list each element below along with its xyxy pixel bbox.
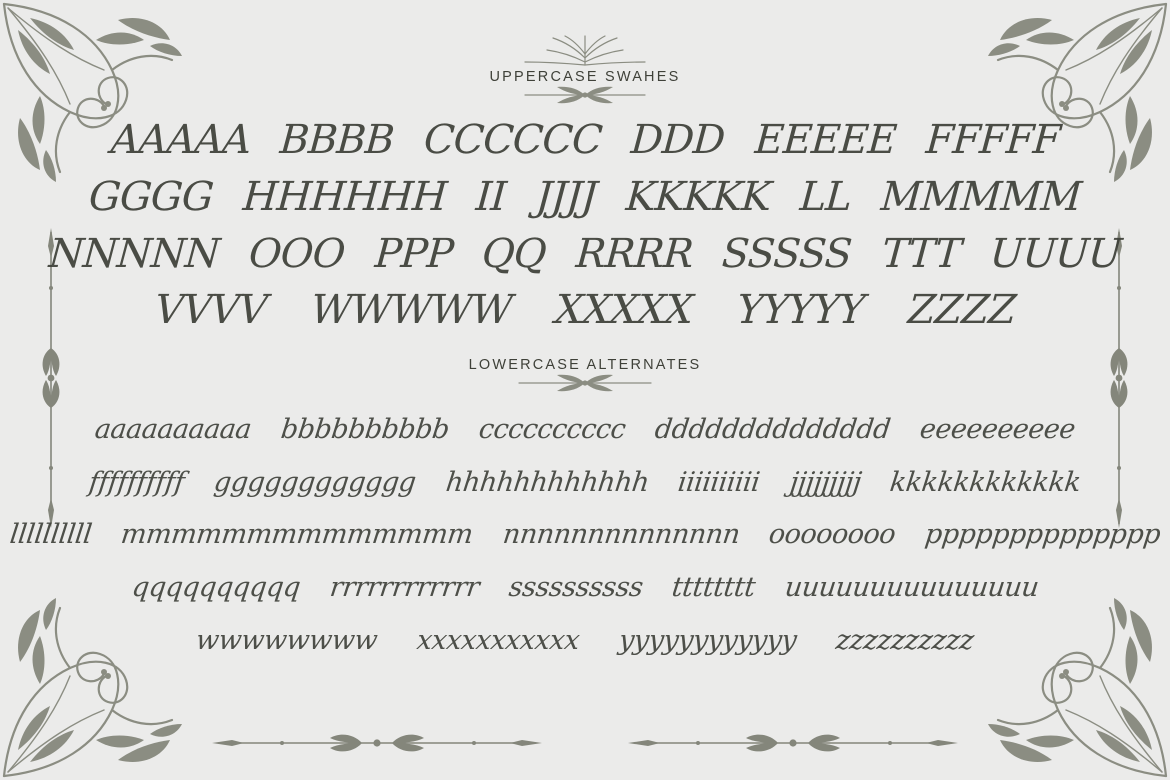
glyph-group: bbbbbbbbbb: [279, 414, 451, 445]
glyph-group: aaaaaaaaaa: [93, 414, 254, 445]
glyph-group: eeeeeeeeee: [918, 414, 1077, 445]
glyph-row: [95, 615, 1075, 668]
leaf-spray-flourish-below-uppercase-title: [485, 84, 685, 106]
glyph-group: iiiiiiiiii: [676, 466, 762, 498]
leaf-spray-flourish-below-lowercase-title: [485, 372, 685, 394]
glyph-group: PPP: [372, 230, 454, 277]
glyph-group: II: [474, 173, 508, 220]
glyph-group: YYYYY: [735, 287, 866, 334]
glyph-group: QQ: [480, 230, 548, 277]
glyph-group: XXXXX: [553, 287, 695, 334]
glyph-group: nnnnnnnnnnnnnn: [500, 519, 742, 551]
glyph-group: NNNNN: [47, 230, 221, 277]
glyph-group: uuuuuuuuuuuuuuu: [783, 571, 1041, 603]
glyph-group: WWWWW: [309, 287, 513, 334]
glyph-group: GGGG: [87, 173, 215, 220]
glyph-group: DDD: [629, 117, 727, 163]
glyph-group: HHHHHH: [241, 173, 448, 220]
glyph-group: FFFFF: [923, 117, 1061, 163]
glyph-group: llllllllll: [8, 519, 94, 551]
glyph-group: MMMMM: [879, 173, 1083, 220]
glyph-group: ZZZZ: [906, 287, 1017, 334]
glyph-group: OOO: [247, 230, 347, 277]
glyph-group: RRRR: [574, 230, 694, 277]
glyph-group: SSSSS: [720, 230, 854, 277]
glyph-group: rrrrrrrrrrrr: [327, 571, 481, 603]
glyph-group: qqqqqqqqqq: [129, 571, 302, 603]
glyph-group: cccccccccc: [477, 414, 628, 445]
glyph-row: [8, 509, 1163, 562]
section-title-uppercase: UPPERCASE SWAHES: [489, 69, 681, 85]
glyph-group: wwwwwwww: [194, 624, 380, 656]
glyph-row: [87, 169, 1083, 226]
glyph-group: xxxxxxxxxxx: [415, 624, 582, 656]
lowercase-alternates-specimen: [8, 404, 1163, 667]
glyph-group: JJJJ: [534, 173, 598, 220]
glyph-row: [95, 112, 1075, 169]
glyph-group: KKKKK: [624, 173, 772, 220]
glyph-group: oooooooo: [767, 519, 898, 551]
glyph-group: TTT: [879, 230, 962, 277]
glyph-group: mmmmmmmmmmmmmm: [119, 519, 475, 551]
leaf-spray-flourish-above-uppercase-title: [485, 34, 685, 68]
horizontal-divider-ornament-right: [628, 730, 958, 756]
glyph-group: EEEEE: [752, 117, 898, 163]
glyph-group: gggggggggggg: [212, 466, 418, 498]
glyph-group: pppppppppppppp: [923, 519, 1163, 551]
lowercase-title-block: [0, 356, 1170, 394]
glyph-group: dddddddddddddd: [653, 414, 893, 445]
glyph-group: AAAAA: [109, 117, 252, 163]
horizontal-divider-ornament-left: [212, 730, 542, 756]
glyph-group: zzzzzzzzzz: [834, 624, 976, 656]
glyph-group: jjjjjjjjj: [787, 466, 863, 498]
glyph-group: hhhhhhhhhhhh: [443, 466, 651, 498]
uppercase-swashes-specimen: [47, 112, 1123, 339]
glyph-row: [95, 282, 1075, 339]
glyph-row: [95, 562, 1075, 615]
glyph-group: UUUU: [988, 230, 1123, 277]
glyph-row: [87, 457, 1083, 510]
glyph-group: kkkkkkkkkkkk: [888, 466, 1083, 498]
glyph-group: ssssssssss: [506, 571, 645, 603]
glyph-group: CCCCCC: [422, 117, 603, 163]
glyph-group: tttttttt: [670, 571, 757, 603]
glyph-group: ffffffffff: [87, 466, 187, 498]
uppercase-title-block: [0, 34, 1170, 106]
glyph-row: [47, 226, 1123, 283]
section-title-lowercase: LOWERCASE ALTERNATES: [468, 357, 702, 373]
glyph-group: BBBB: [278, 117, 396, 163]
glyph-group: LL: [798, 173, 853, 220]
glyph-group: yyyyyyyyyyyy: [617, 624, 799, 656]
glyph-row: [95, 404, 1075, 457]
glyph-group: VVVV: [153, 287, 269, 334]
